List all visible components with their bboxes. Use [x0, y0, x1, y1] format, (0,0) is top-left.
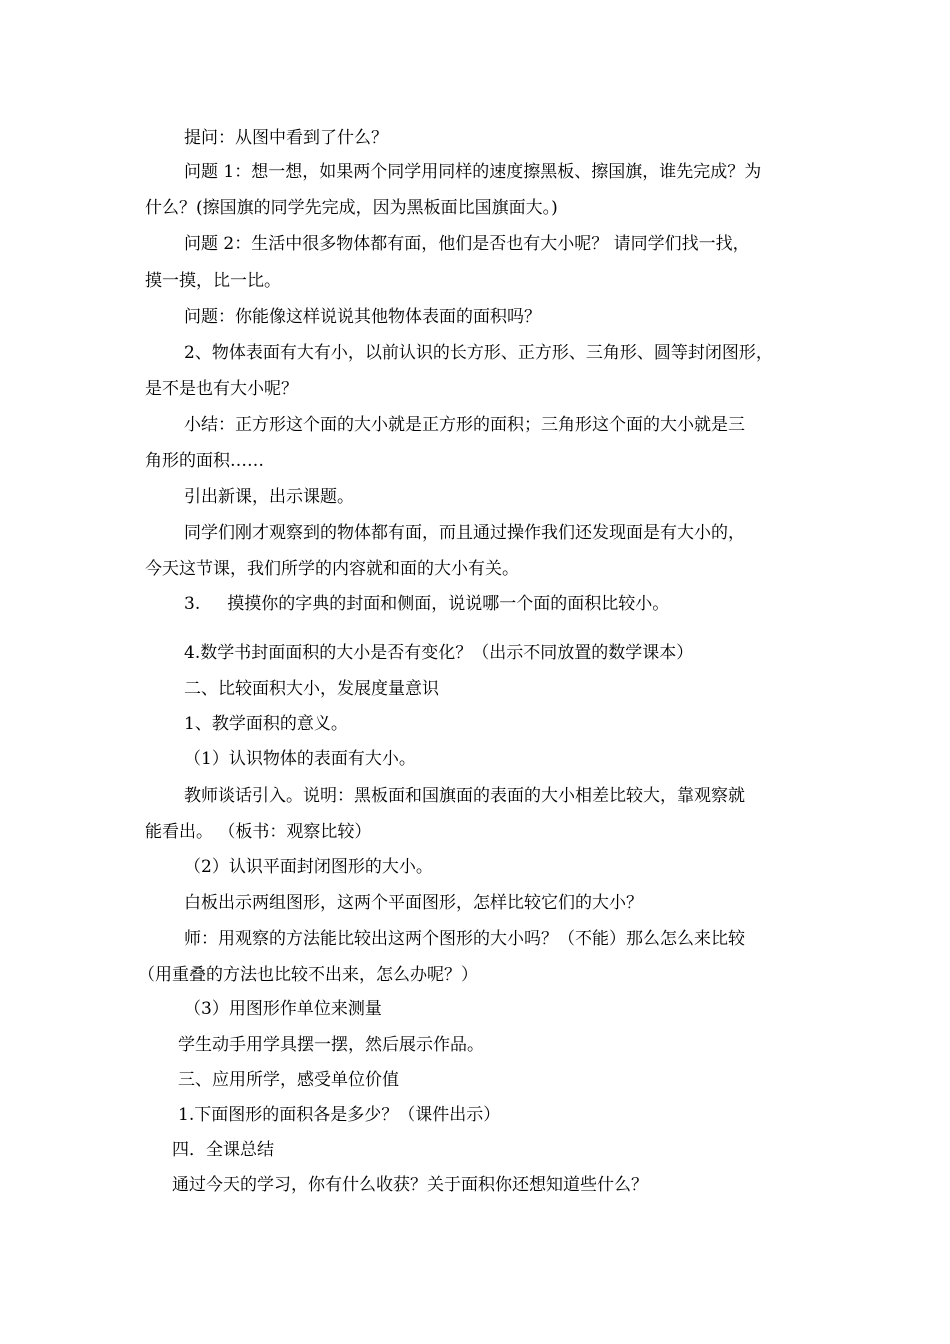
question-3: 问题：你能像这样说说其他物体表面的面积吗？ — [184, 307, 541, 327]
observation-line-1: 同学们刚才观察到的物体都有面，而且通过操作我们还发现面是有大小的， — [184, 523, 745, 543]
teacher-intro-line-1: 教师谈话引入。说明：黑板面和国旗面的表面的大小相差比较大，靠观察就 — [184, 786, 745, 806]
question-intro: 提问：从图中看到了什么？ — [184, 128, 388, 148]
section-3-heading: 三、应用所学，感受单位价值 — [178, 1070, 399, 1090]
exercise-1: 1.下面图形的面积各是多少？（课件出示） — [178, 1105, 501, 1125]
summary-line-2: 角形的面积…… — [145, 451, 264, 471]
item-2: （2）认识平面封闭图形的大小。 — [184, 857, 433, 877]
question-1-line-2: 什么？(擦国旗的同学先完成，因为黑板面比国旗面大。) — [145, 198, 558, 218]
closing-question: 通过今天的学习，你有什么收获？关于面积你还想知道些什么？ — [172, 1175, 648, 1195]
question-2-line-1: 问题 2：生活中很多物体都有面，他们是否也有大小呢？ 请同学们找一找， — [184, 234, 750, 254]
summary-line-1: 小结：正方形这个面的大小就是正方形的面积；三角形这个面的大小就是三 — [184, 415, 745, 435]
item-3: （3）用图形作单位来测量 — [184, 999, 382, 1019]
point-3: 3. 摸摸你的字典的封面和侧面，说说哪一个面的面积比较小。 — [184, 594, 670, 614]
teacher-intro-line-2: 能看出。 （板书：观察比较） — [145, 822, 372, 842]
point-2-line-1: 2、物体表面有大有小，以前认识的长方形、正方形、三角形、圆等封闭图形， — [184, 343, 773, 363]
point-2-line-2: 是不是也有大小呢？ — [145, 379, 298, 399]
new-lesson-intro: 引出新课，出示课题。 — [184, 487, 354, 507]
question-2-line-2: 摸一摸，比一比。 — [145, 271, 281, 291]
question-1-line-1: 问题 1：想一想，如果两个同学用同样的速度擦黑板、擦国旗，谁先完成？为 — [184, 162, 762, 182]
observation-line-2: 今天这节课，我们所学的内容就和面的大小有关。 — [145, 559, 519, 579]
subsection-1: 1、教学面积的意义。 — [184, 714, 348, 734]
point-4: 4.数学书封面面积的大小是否有变化？（出示不同放置的数学课本） — [184, 643, 694, 663]
student-activity: 学生动手用学具摆一摆，然后展示作品。 — [178, 1035, 484, 1055]
whiteboard-shapes: 白板出示两组图形，这两个平面图形，怎样比较它们的大小？ — [184, 893, 643, 913]
item-1: （1）认识物体的表面有大小。 — [184, 749, 416, 769]
teacher-question-line-2: （用重叠的方法也比较不出来，怎么办呢？） — [138, 965, 478, 985]
section-2-heading: 二、比较面积大小，发展度量意识 — [184, 679, 439, 699]
section-4-heading: 四．全课总结 — [172, 1140, 274, 1160]
teacher-question-line-1: 师：用观察的方法能比较出这两个图形的大小吗？（不能）那么怎么来比较 — [184, 929, 745, 949]
